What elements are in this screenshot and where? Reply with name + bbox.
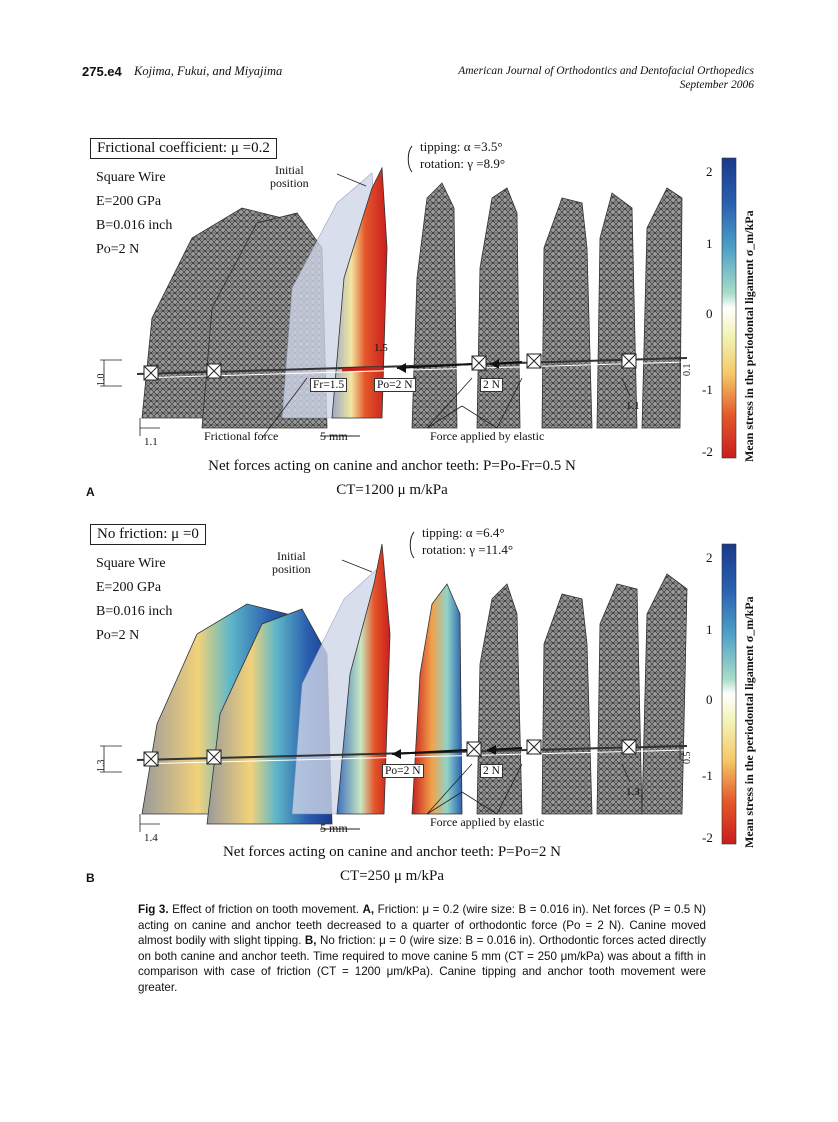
param-modulus: E=200 GPa bbox=[96, 580, 162, 595]
figure-panel-b bbox=[82, 514, 768, 894]
simulation-params bbox=[96, 166, 172, 262]
colorbar-tick: -1 bbox=[702, 382, 713, 397]
panel-letter-a: A bbox=[86, 485, 95, 499]
colorbar-tick: 1 bbox=[706, 236, 713, 251]
page-header bbox=[82, 58, 754, 98]
frictional-force-label: Frictional force bbox=[204, 429, 279, 443]
scale-bar-label: 5 mm bbox=[320, 429, 348, 443]
dim-bottom-value: 1.4 bbox=[144, 832, 158, 844]
dim-right-value: 0.5 bbox=[682, 751, 693, 764]
figure-caption bbox=[138, 902, 706, 996]
param-wire: Square Wire bbox=[96, 556, 166, 571]
dim-bottom-value: 1.1 bbox=[144, 436, 158, 448]
journal-issue: September 2006 bbox=[679, 79, 754, 91]
friction-force-label: Fr=1.5 bbox=[310, 378, 347, 392]
dim-right-value: 0.1 bbox=[682, 363, 693, 376]
param-force: Po=2 N bbox=[96, 628, 140, 643]
dim-left-value: 1.3 bbox=[96, 759, 107, 772]
colorbar-tick: 0 bbox=[706, 692, 713, 707]
param-wire: Square Wire bbox=[96, 170, 166, 185]
param-force: Po=2 N bbox=[96, 242, 140, 257]
journal-title bbox=[458, 64, 754, 92]
ct-value: CT=250 μ m/kPa bbox=[339, 868, 444, 884]
tipping-rotation-label bbox=[420, 138, 505, 172]
elastic-force-label: 2 N bbox=[480, 378, 503, 392]
figure-label: Fig 3. bbox=[138, 903, 169, 916]
running-authors: Kojima, Fukui, and Miyajima bbox=[134, 64, 283, 78]
panel-a-illustration bbox=[82, 128, 768, 508]
caption-text: No friction: μ = 0 (wire size: B = 0.016 in). Orthodontic forces acted directly on both canine and anchor teeth. Time required to move canine 5 mm (CT = 250 μm/kPa) was about a fifth in comparison with case of friction (CT = 1200 μm/kPa). Canine tipping and anchor tooth movement were greater. bbox=[138, 934, 706, 994]
colorbar-tick: 1 bbox=[706, 622, 713, 637]
colorbar-tick: -2 bbox=[702, 444, 713, 459]
dim-right-bottom-value: 1.1 bbox=[626, 400, 640, 412]
initial-position-label: Initial position bbox=[272, 549, 311, 576]
colorbar-tick: 2 bbox=[706, 550, 713, 565]
simulation-params bbox=[96, 552, 172, 648]
friction-coefficient-box: Frictional coefficient: μ =0.2 bbox=[90, 138, 277, 159]
rotation-value: rotation: γ =11.4° bbox=[422, 542, 514, 557]
net-forces-text: Net forces acting on canine and anchor teeth: P=Po-Fr=0.5 N bbox=[208, 458, 576, 474]
caption-panel-b: B, bbox=[304, 934, 317, 948]
param-wire-size: B=0.016 inch bbox=[96, 604, 173, 619]
colorbar-tick: -2 bbox=[702, 830, 713, 845]
page-number: 275.e4 bbox=[82, 64, 122, 79]
colorbar-tick: 2 bbox=[706, 164, 713, 179]
friction-coefficient-box: No friction: μ =0 bbox=[90, 524, 206, 545]
param-wire-size: B=0.016 inch bbox=[96, 218, 173, 233]
orthodontic-force-label: Po=2 N bbox=[374, 378, 416, 392]
panel-b-illustration bbox=[82, 514, 768, 894]
tipping-value: tipping: α =3.5° bbox=[420, 139, 503, 154]
elastic-force-caption: Force applied by elastic bbox=[430, 815, 545, 829]
mid-value: 1.5 bbox=[374, 342, 388, 354]
orthodontic-force-label: Po=2 N bbox=[382, 764, 424, 778]
elastic-force-caption: Force applied by elastic bbox=[430, 429, 545, 443]
panel-letter-b: B bbox=[86, 871, 95, 885]
figure-3 bbox=[82, 128, 768, 890]
colorbar-tick: -1 bbox=[702, 768, 713, 783]
colorbar-tick: 0 bbox=[706, 306, 713, 321]
dim-left-value: 1.0 bbox=[96, 373, 107, 386]
net-forces-text: Net forces acting on canine and anchor teeth: P=Po=2 N bbox=[222, 844, 562, 860]
param-modulus: E=200 GPa bbox=[96, 194, 162, 209]
scale-bar-label: 5 mm bbox=[320, 821, 348, 835]
caption-text: Friction: μ = 0.2 (wire size: B = 0.016 in). Net forces (P = 0.5 N) acting on canine and anchor teeth decreased to a quarter of orthodontic force (Po = 2 N). Canine moved almost bodily with slight tipping. bbox=[138, 903, 706, 948]
caption-panel-a: A, bbox=[362, 903, 375, 916]
colorbar-title: Mean stress in the periodontal ligament σ_m/kPa bbox=[742, 596, 756, 848]
dim-right-bottom-value: 1.3 bbox=[626, 786, 640, 798]
caption-text: Effect of friction on tooth movement. bbox=[168, 903, 363, 916]
colorbar-title: Mean stress in the periodontal ligament σ_m/kPa bbox=[742, 210, 756, 462]
tipping-rotation-label bbox=[422, 524, 513, 558]
ct-value: CT=1200 μ m/kPa bbox=[336, 482, 448, 498]
tipping-value: tipping: α =6.4° bbox=[422, 525, 505, 540]
initial-position-label: Initial position bbox=[270, 163, 309, 190]
figure-panel-a bbox=[82, 128, 768, 508]
rotation-value: rotation: γ =8.9° bbox=[420, 156, 506, 171]
elastic-force-label: 2 N bbox=[480, 764, 503, 778]
journal-name: American Journal of Orthodontics and Dentofacial Orthopedics bbox=[458, 65, 754, 77]
